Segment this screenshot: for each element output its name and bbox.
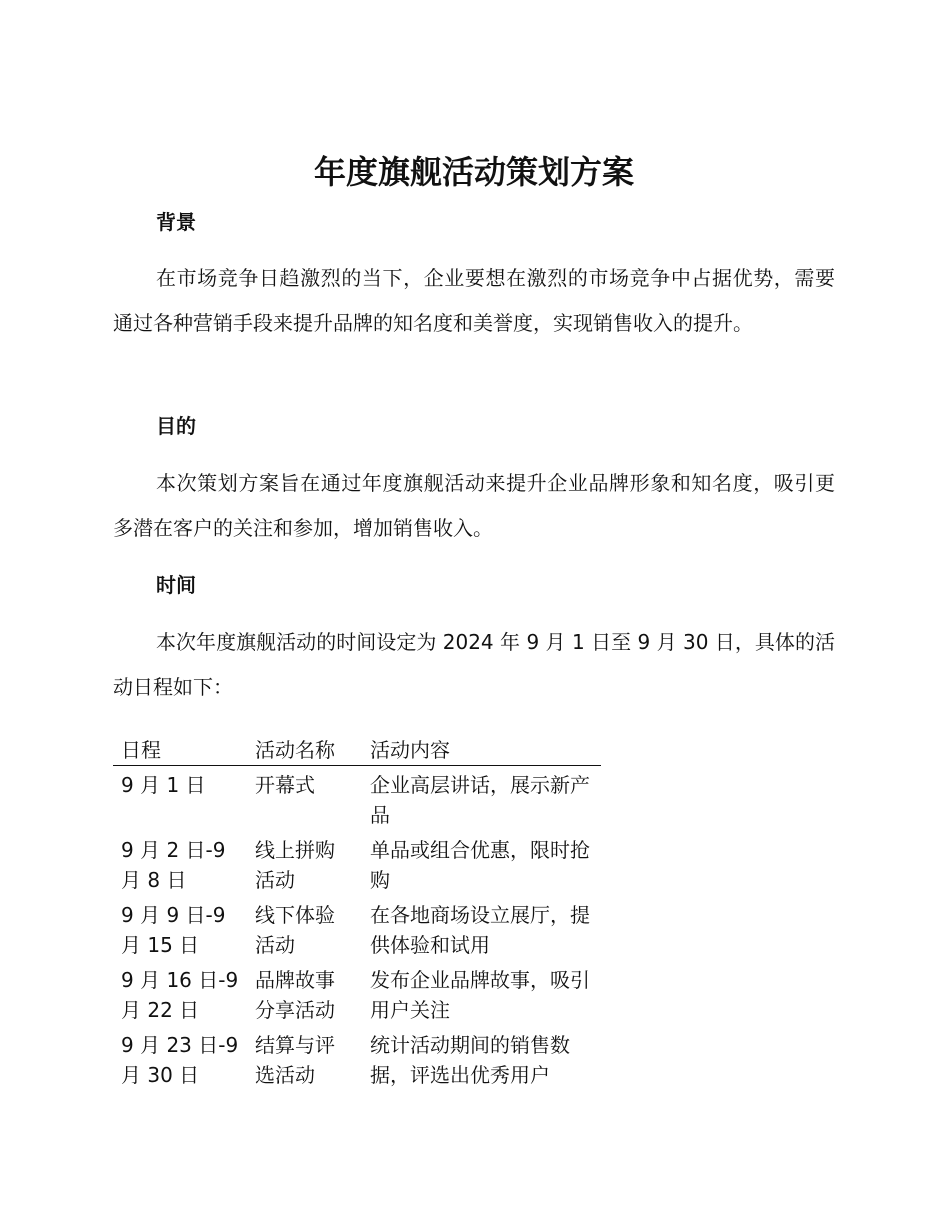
section-text-time: 本次年度旗舰活动的时间设定为 2024 年 9 月 1 日至 9 月 30 日，具体的活动日程如下： [113,630,835,699]
table-header-row [113,735,601,766]
section-heading-time: 时间 [156,573,196,597]
table-header-cell: 活动内容 [362,735,601,766]
table-cell: 企业高层讲话，展示新产品 [370,773,590,827]
table-row [113,766,601,832]
table-row [113,961,601,1026]
section-text-purpose: 本次策划方案旨在通过年度旗舰活动来提升企业品牌形象和知名度，吸引更多潜在客户的关注和参加，增加销售收入。 [113,471,835,540]
section-heading-background: 背景 [156,210,196,234]
table-cell: 单品或组合优惠，限时抢购 [370,838,590,892]
table-cell: 9 月 23 日-9 月 30 日 [121,1033,239,1087]
section-heading-purpose: 目的 [156,414,196,438]
table-cell: 统计活动期间的销售数据，评选出优秀用户 [370,1033,570,1087]
table-row [113,896,601,961]
table-header-cell: 日程 [113,735,247,766]
table-cell: 品牌故事分享活动 [255,968,335,1022]
table-cell: 结算与评选活动 [255,1033,335,1087]
table-cell: 开幕式 [255,773,315,797]
schedule-table [113,735,601,1091]
section-text-background: 在市场竞争日趋激烈的当下，企业要想在激烈的市场竞争中占据优势，需要通过各种营销手段来提升品牌的知名度和美誉度，实现销售收入的提升。 [113,266,835,335]
table-cell: 9 月 2 日-9 月 8 日 [121,838,226,892]
table-cell: 发布企业品牌故事，吸引用户关注 [370,968,590,1022]
table-cell: 在各地商场设立展厅，提供体验和试用 [370,903,590,957]
table-cell: 线上拼购活动 [255,838,335,892]
table-cell: 9 月 9 日-9 月 15 日 [121,903,226,957]
table-row [113,1026,601,1091]
table-header-cell: 活动名称 [247,735,362,766]
table-cell: 9 月 1 日 [121,773,206,797]
table-row [113,831,601,896]
table-cell: 线下体验活动 [255,903,335,957]
table-cell: 9 月 16 日-9 月 22 日 [121,968,239,1022]
document-title: 年度旗舰活动策划方案 [313,153,634,191]
